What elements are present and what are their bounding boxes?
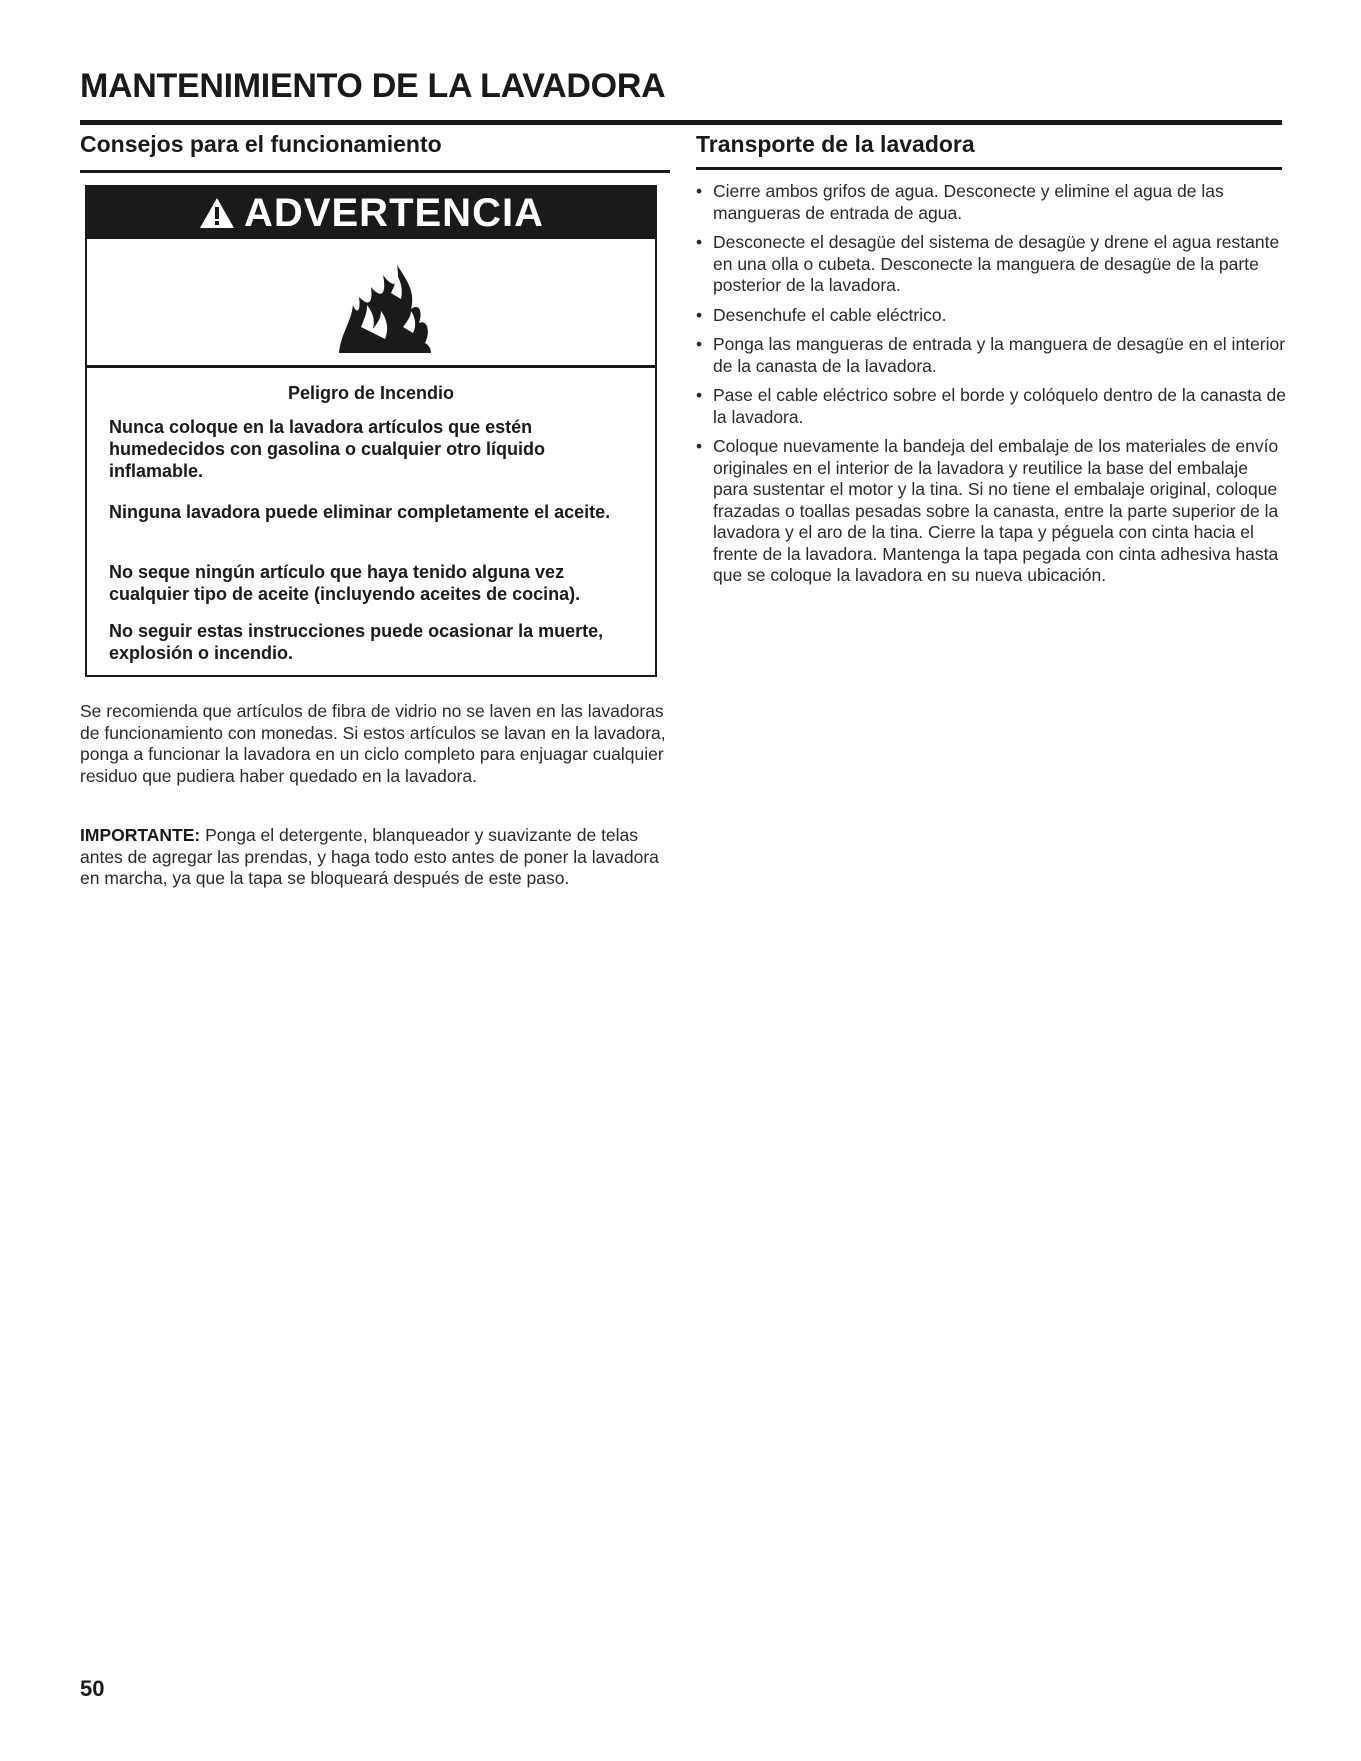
list-item-text: Cierre ambos grifos de agua. Desconecte y elimine el agua de las mangueras de entrada de agua. xyxy=(713,181,1224,223)
important-text: Ponga el detergente, blanqueador y suavizante de telas antes de agregar las prendas, y haga todo esto antes de poner la lavadora en marcha, ya que la tapa se bloqueará después de este paso. xyxy=(80,825,659,888)
bullet-icon: • xyxy=(696,232,703,252)
bullet-icon: • xyxy=(696,385,703,405)
fire-icon xyxy=(331,253,439,357)
section-title-transport: Transporte de la lavadora xyxy=(696,131,975,157)
bullet-icon: • xyxy=(696,304,703,325)
list-item xyxy=(696,385,1286,428)
list-item xyxy=(696,232,1286,297)
list-item xyxy=(696,334,1286,377)
section-title-tips: Consejos para el funcionamiento xyxy=(80,131,442,157)
warning-paragraph: No seguir estas instrucciones puede ocasionar la muerte, explosión o incendio. xyxy=(109,621,604,663)
title-rule xyxy=(80,120,1282,125)
warning-divider xyxy=(87,365,655,368)
page-title: MANTENIMIENTO DE LA LAVADORA xyxy=(80,67,666,105)
transport-steps-list xyxy=(696,181,1286,595)
warning-banner xyxy=(87,187,655,239)
section-rule-transport xyxy=(696,167,1282,170)
list-item xyxy=(696,181,1286,224)
list-item xyxy=(696,305,1286,327)
list-item-text: Desenchufe el cable eléctrico. xyxy=(713,304,947,325)
important-paragraph xyxy=(80,825,670,890)
list-item-text: Coloque nuevamente la bandeja del embalaje de los materiales de envío originales en el interior de la lavadora y reutilice la base del embalaje para sustentar el motor y la tina. Si no tiene el embalaje original, coloque frazadas o toallas pesadas sobre la canasta, entre la parte superior de la lavadora y el aro de la tina. Cierre la tapa y péguela con cinta hacia el frente de la lavadora. Mantenga la tapa pegada con cinta adhesiva hasta que se coloque la lavadora en su nueva ubicación. xyxy=(713,436,1279,585)
list-item-text: Ponga las mangueras de entrada y la manguera de desagüe en el interior de la canasta de la lavadora. xyxy=(713,334,1286,376)
warning-paragraph: No seque ningún artículo que haya tenido alguna vez cualquier tipo de aceite (incluyendo aceites de cocina). xyxy=(109,562,581,604)
important-label: IMPORTANTE: xyxy=(80,825,201,845)
bullet-icon: • xyxy=(696,334,703,354)
warning-box xyxy=(85,185,657,677)
warning-paragraph: Ninguna lavadora puede eliminar completamente el aceite. xyxy=(109,502,611,522)
body-paragraph: Se recomienda que artículos de fibra de vidrio no se laven en las lavadoras de funcionamiento con monedas. Si estos artículos se lavan en la lavadora, ponga a funcionar la lavadora en un ciclo completo para enjuagar cualquier residuo que pudiera haber quedado en la lavadora. xyxy=(80,701,666,786)
warning-paragraph: Nunca coloque en la lavadora artículos que estén humedecidos con gasolina o cualquier otro líquido inflamable. xyxy=(109,417,546,481)
warning-triangle-icon xyxy=(198,196,236,230)
bullet-icon: • xyxy=(696,181,703,201)
list-item-text: Desconecte el desagüe del sistema de desagüe y drene el agua restante en una olla o cubeta. Desconecte la manguera de desagüe de la parte posterior de la lavadora. xyxy=(713,232,1280,295)
page-number: 50 xyxy=(80,1676,105,1701)
bullet-icon: • xyxy=(696,436,703,456)
list-item xyxy=(696,436,1286,587)
hazard-title: Peligro de Incendio xyxy=(287,383,455,403)
warning-signal-word: ADVERTENCIA xyxy=(244,190,544,235)
section-rule-tips xyxy=(80,170,670,173)
list-item-text: Pase el cable eléctrico sobre el borde y colóquelo dentro de la canasta de la lavadora. xyxy=(713,385,1287,427)
